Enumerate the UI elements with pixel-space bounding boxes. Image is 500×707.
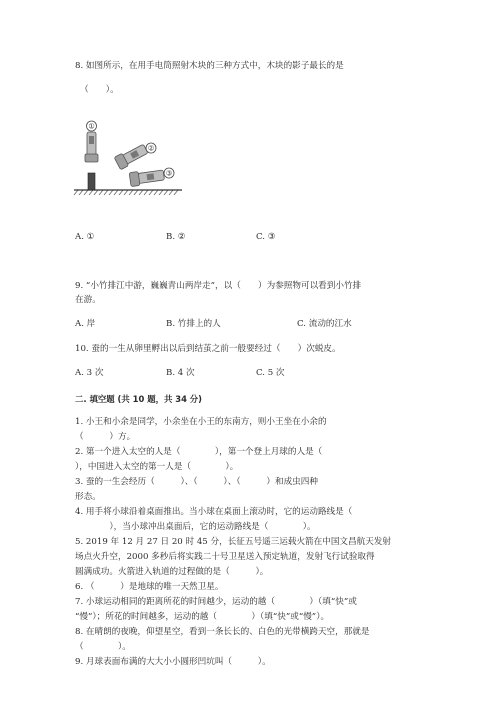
figure-label-3: ③ [165, 169, 173, 178]
q8-option-a: A. ① [75, 232, 95, 242]
q8-answer-blank: （ ）。 [80, 85, 119, 95]
q10-option-c: C. 5 次 [256, 368, 285, 378]
fill-line: 6. （ ）是地球的唯一天然卫星。 [75, 582, 224, 592]
fill-line: 5. 2019 年 12 月 27 日 20 时 45 分，长征五号遥三运载火箭在中国文昌航天发射 [75, 537, 391, 547]
fill-line: （ ）方。 [75, 432, 136, 442]
q9-option-a: A. 岸 [75, 319, 96, 329]
fill-line: 7. 小球运动相同的距离所花的时间越少，运动的越（ ）（填“快”或 [75, 597, 357, 607]
q9-line-2: 在游。 [75, 295, 101, 305]
q10-option-a: A. 3 次 [75, 368, 104, 378]
fill-line: “慢”）；所花的时间越多，运动的越（ ）（填“快”或“慢”）。 [75, 612, 330, 622]
fill-line: 形态。 [75, 492, 101, 502]
fill-line: 1. 小王和小余是同学，小余坐在小王的东南方，则小王坐在小余的 [75, 417, 327, 427]
flashlight-3-icon [129, 168, 165, 187]
fill-line: 9. 月球表面布满的大大小小圆形凹坑叫（ ）。 [75, 657, 271, 667]
q10-option-b: B. 4 次 [166, 368, 195, 378]
fill-line: 场点火升空，2000 多秒后将实践二十号卫星送入预定轨道，发射飞行试验取得 [75, 552, 375, 562]
fill-line: 圆满成功。火箭进入轨道的过程做的是（ ）。 [75, 567, 269, 577]
q9-line-1: 9. “小竹排江中游，巍巍青山两岸走”，以（ ）为参照物可以看到小竹排 [75, 281, 362, 291]
q8-option-b: B. ② [166, 232, 186, 242]
section-2-title: 二. 填空题 (共 10 题，共 34 分) [75, 394, 203, 404]
fill-line: 4. 用手将小球沿着桌面推出。当小球在桌面上滚动时，它的运动路线是（ [75, 507, 353, 517]
q10-stem: 10. 蚕的一生从卵里孵出以后到结茧之前一般要经过（ ）次蜕皮。 [75, 344, 341, 354]
q8-flashlight-figure [70, 118, 190, 204]
fill-line: ），当小球冲出桌面后，它的运动路线是（ ）。 [75, 522, 316, 532]
flashlight-2-icon [114, 142, 149, 169]
fill-line: （ ）。 [75, 642, 131, 652]
q8-stem: 8. 如图所示，在用手电筒照射木块的三种方式中，木块的影子最长的是 [75, 61, 344, 71]
q9-option-c: C. 流动的江水 [297, 319, 352, 329]
figure-label-2: ② [147, 144, 155, 153]
fill-line: 3. 蚕的一生会经历（ ）、（ ）、（ ）和成虫四种 [75, 477, 318, 487]
fill-line: ），中国进入太空的第一人是（ ）。 [75, 462, 239, 472]
fill-line: 2. 第一个进入太空的人是（ ），第一个登上月球的人是（ [75, 447, 357, 457]
figure-label-1: ① [88, 122, 95, 131]
wooden-block [88, 173, 95, 190]
q8-option-c: C. ③ [256, 232, 276, 242]
fill-line: 8. 在晴朗的夜晚，仰望星空，看到一条长长的、白色的光带横跨天空，那就是 [75, 627, 370, 637]
q9-option-b: B. 竹排上的人 [166, 319, 221, 329]
ground-hatching [74, 190, 178, 195]
